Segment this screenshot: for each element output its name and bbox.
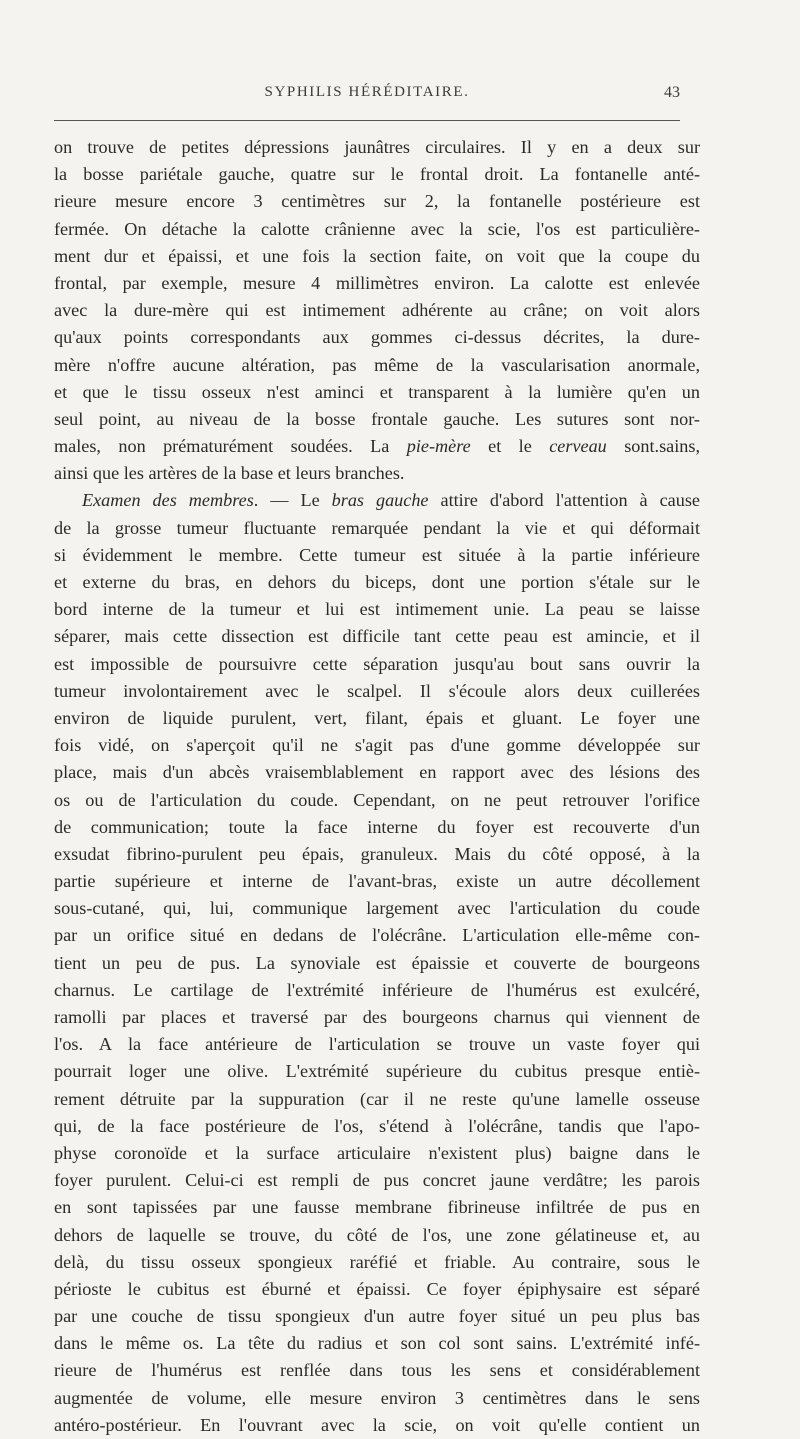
text-line: ainsi que les artères de la base et leurs branches. [54,463,405,484]
text-line: antéro-postérieur. En l'ouvrant avec la scie, on voit qu'elle contient un [54,1414,700,1435]
text-line: tumeur involontairement avec le scalpel. Il s'écoule alors deux cuillerées [54,680,700,701]
text-line: tient un peu de pus. La synoviale est épaissie et couverte de bourgeons [54,952,700,973]
text-line: delà, du tissu osseux spongieux raréfié et friable. Au contraire, sous le [54,1251,700,1272]
text-line: ramolli par places et traversé par des bourgeons charnus qui viennent de [54,1007,700,1027]
text-line: séparer, mais cette dissection est difficile tant cette peau est amincie, et il [54,626,700,647]
text-line: fois vidé, on s'aperçoit qu'il ne s'agit pas d'une gomme développée sur [54,735,700,756]
text-line: en sont tapissées par une fausse membrane fibrineuse infiltrée de pus en [54,1197,700,1218]
page-number: 43 [664,84,680,101]
text-line: partie supérieure et interne de l'avant-bras, existe un autre décollement [54,871,700,892]
text-line: et externe du bras, en dehors du biceps, dont une portion s'étale sur le [54,572,700,592]
text-line: place, mais d'un abcès vraisemblablement en rapport avec des lésions des [54,762,700,783]
page-header [54,84,680,108]
text-line: et que le tissu osseux n'est aminci et transparent à la lumière qu'en un [54,381,700,402]
text-line: seul point, au niveau de la bosse frontale gauche. Les sutures sont nor- [54,408,700,429]
text-line: pourrait loger une olive. L'extrémité supérieure du cubitus presque entiè- [54,1061,700,1082]
text-line: par une couche de tissu spongieux d'un autre foyer situé un peu plus bas [54,1306,700,1327]
text-line: périoste le cubitus est éburné et épaissi. Ce foyer épiphysaire est séparé [54,1278,700,1299]
text-line: de la grosse tumeur fluctuante remarquée pendant la vie et qui déformait [54,517,700,538]
text-line: de communication; toute la face interne du foyer est recouverte d'un [54,816,700,837]
text-line: fermée. On détache la calotte crânienne avec la scie, l'os est particulière- [54,218,700,239]
text-line: dehors de laquelle se trouve, du côté de l'os, une zone gélatineuse et, au [54,1224,700,1245]
text-line: qui, de la face postérieure de l'os, s'étend à l'olécrâne, tandis que l'apo- [54,1115,700,1136]
text-line: os ou de l'articulation du coude. Cependant, on ne peut retrouver l'orifice [54,789,700,810]
text-line: l'os. A la face antérieure de l'articulation se trouve un vaste foyer qui [54,1034,700,1055]
text-line: males, non prématurément soudées. La pie-mère et le cerveau sont.sains, [54,436,700,457]
text-line: est impossible de poursuivre cette séparation jusqu'au bout sans ouvrir la [54,653,700,674]
text-line: foyer purulent. Celui-ci est rempli de pus concret jaune verdâtre; les parois [54,1170,700,1191]
text-line: la bosse pariétale gauche, quatre sur le frontal droit. La fontanelle anté- [54,164,700,185]
text-line: rieure mesure encore 3 centimètres sur 2, la fontanelle postérieure est [54,191,700,212]
text-line: qu'aux points correspondants aux gommes ci-dessus décrites, la dure- [54,327,700,348]
text-line: dans le même os. La tête du radius et son col sont sains. L'extrémité infé- [54,1333,700,1354]
text-line: environ de liquide purulent, vert, filant, épais et gluant. Le foyer une [54,707,700,728]
text-line: par un orifice situé en dedans de l'olécrâne. L'articulation elle-même con- [54,925,700,946]
text-line: exsudat fibrino-purulent peu épais, granuleux. Mais du côté opposé, à la [54,843,700,864]
text-line: frontal, par exemple, mesure 4 millimètres environ. La calotte est enlevée [54,272,700,293]
text-line: charnus. Le cartilage de l'extrémité inférieure de l'humérus est exulcéré, [54,979,700,1000]
text-line: rement détruite par la suppuration (car il ne reste qu'une lamelle osseuse [54,1088,700,1109]
text-line: si évidemment le membre. Cette tumeur est située à la partie inférieure [54,544,700,565]
text-line: ment dur et épaissi, et une fois la section faite, on voit que la coupe du [54,245,700,266]
text-line: rieure de l'humérus est renflée dans tous les sens et considérablement [54,1360,700,1381]
text-line: avec la dure-mère qui est intimement adhérente au crâne; on voit alors [54,300,700,321]
body-text [54,134,700,1439]
header-rule [54,120,680,121]
running-title: SYPHILIS HÉRÉDITAIRE. [264,84,470,100]
text-line: sous-cutané, qui, lui, communique largement avec l'articulation du coude [54,898,700,919]
text-line: bord interne de la tumeur et lui est intimement unie. La peau se laisse [54,599,700,620]
text-line: on trouve de petites dépressions jaunâtres circulaires. Il y en a deux sur [54,137,700,157]
text-line: Examen des membres. — Le bras gauche attire d'abord l'attention à cause [82,490,701,511]
text-line: augmentée de volume, elle mesure environ 3 centimètres dans le sens [54,1387,700,1408]
text-line: physe coronoïde et la surface articulaire n'existent plus) baigne dans le [54,1142,700,1163]
text-line: mère n'offre aucune altération, pas même de la vascularisation anormale, [54,354,700,375]
